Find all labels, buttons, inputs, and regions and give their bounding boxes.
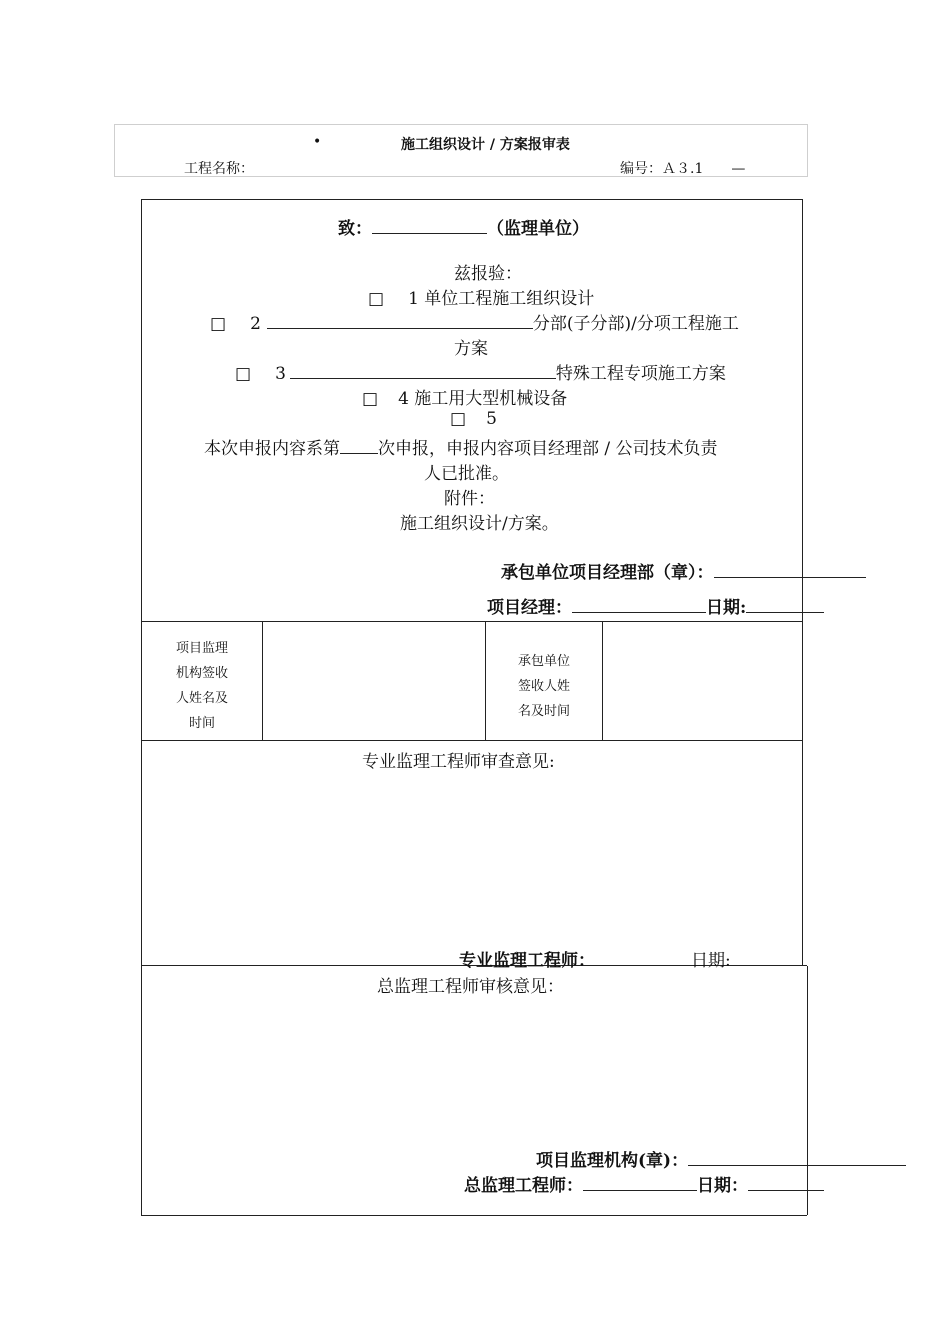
form-number: 编号：Ａ３.1 — <box>620 161 746 177</box>
chief-review-field[interactable] <box>146 1000 802 1135</box>
item1-label: 1 单位工程施工组织设计 <box>408 289 595 309</box>
supervisor-org-line <box>536 1146 906 1171</box>
submission-count-blank[interactable] <box>340 439 378 454</box>
item2-label: 分部(子分部)/分项工程施工 <box>532 314 739 334</box>
specialist-engineer-label: 专业监理工程师： <box>459 951 595 971</box>
notice-prefix: 本次申报内容系第 <box>204 439 340 459</box>
contractor-seal-label: 承包单位项目经理部（章）： <box>501 563 714 583</box>
project-manager-blank[interactable] <box>572 598 706 613</box>
contractor-receipt-line: 签收人姓 <box>517 679 570 694</box>
item4-row <box>362 384 567 409</box>
item3-blank[interactable] <box>290 364 556 379</box>
contractor-receipt-line: 名及时间 <box>517 704 570 719</box>
pm-date-blank[interactable] <box>746 598 824 613</box>
item3-row <box>235 359 726 384</box>
chief-engineer-label: 总监理工程师： <box>464 1176 583 1196</box>
item2-blank[interactable] <box>267 314 533 329</box>
notice-line <box>204 434 718 459</box>
supervisor-receipt-label <box>146 636 258 736</box>
supervisor-org-label: 项目监理机构(章)： <box>536 1151 689 1171</box>
notice-continuation: 人已批准。 <box>424 464 509 484</box>
specialist-review-title: 专业监理工程师审查意见: <box>362 752 555 772</box>
item5-row <box>450 409 497 429</box>
to-label: 致： <box>338 219 372 239</box>
supervisor-receipt-line: 项目监理 <box>175 641 228 656</box>
item2-number: 2 <box>250 314 261 334</box>
supervisor-receipt-field[interactable] <box>264 623 484 739</box>
receipt-divider-3 <box>602 621 603 740</box>
receipt-divider-2 <box>485 621 486 740</box>
item2-checkbox[interactable]: □ <box>210 314 227 334</box>
receipt-divider-1 <box>262 621 263 740</box>
notice-suffix: 次申报，申报内容项目经理部 / 公司技术负责 <box>378 439 718 459</box>
bullet-mark: • <box>313 134 322 150</box>
table-top-border <box>141 199 802 200</box>
to-line <box>338 214 589 239</box>
to-suffix: （监理单位） <box>487 219 589 239</box>
chief-engineer-blank[interactable] <box>583 1176 697 1191</box>
specialist-engineer-line <box>459 946 807 971</box>
item2-row <box>210 309 739 334</box>
contractor-receipt-line: 承包单位 <box>517 654 570 669</box>
supervisor-receipt-line: 时间 <box>188 716 215 731</box>
table-left-border <box>141 199 142 1215</box>
item3-label: 特殊工程专项施工方案 <box>555 364 726 384</box>
supervisor-org-blank[interactable] <box>688 1151 906 1166</box>
item5-label: 5 <box>486 409 497 429</box>
contractor-receipt-label <box>488 649 600 724</box>
supervisor-receipt-line: 人姓名及 <box>175 691 228 706</box>
project-manager-line <box>487 593 824 618</box>
table-bottom-border <box>141 1215 807 1216</box>
section1-bottom-border <box>141 621 802 622</box>
chief-engineer-line <box>464 1171 824 1196</box>
item2-continuation: 方案 <box>454 339 488 359</box>
project-name-label: 工程名称： <box>184 161 254 177</box>
contractor-seal-blank[interactable] <box>714 563 866 578</box>
receipt-bottom-border <box>141 740 802 741</box>
item3-checkbox[interactable]: □ <box>235 364 252 384</box>
supervisor-unit-blank[interactable] <box>372 219 487 234</box>
chief-date-label: 日期： <box>697 1176 748 1196</box>
attachment-label: 附件： <box>444 489 495 509</box>
specialist-review-field[interactable] <box>146 775 798 935</box>
item1-row <box>368 284 594 309</box>
item4-checkbox[interactable]: □ <box>362 389 379 409</box>
specialist-engineer-blank[interactable] <box>595 951 691 966</box>
item4-label: 4 施工用大型机械设备 <box>398 389 568 409</box>
pm-date-label: 日期: <box>706 598 747 618</box>
supervisor-receipt-line: 机构签收 <box>175 666 228 681</box>
project-manager-label: 项目经理： <box>487 598 572 618</box>
specialist-date-label: 日期: <box>691 951 731 971</box>
contractor-seal-line <box>501 558 866 583</box>
item3-number: 3 <box>275 364 286 384</box>
attachment-text: 施工组织设计/方案。 <box>400 514 559 534</box>
form-title: 施工组织设计 / 方案报审表 <box>401 137 570 153</box>
intro-text: 兹报验： <box>454 264 522 284</box>
item1-checkbox[interactable]: □ <box>368 289 385 309</box>
contractor-receipt-field[interactable] <box>604 623 800 739</box>
item5-checkbox[interactable]: □ <box>450 409 467 429</box>
chief-review-title: 总监理工程师审核意见： <box>377 977 564 997</box>
specialist-date-blank[interactable] <box>731 951 807 966</box>
chief-date-blank[interactable] <box>748 1176 824 1191</box>
